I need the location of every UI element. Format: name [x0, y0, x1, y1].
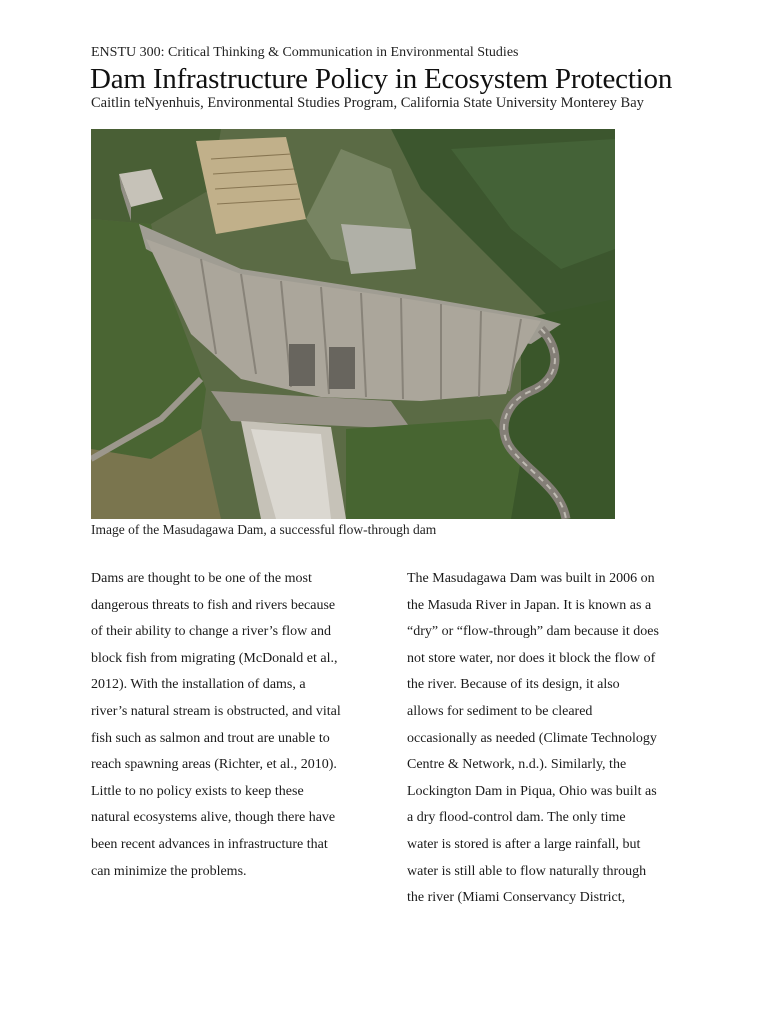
paragraph-line: Centre & Network, n.d.). Similarly, the: [407, 757, 627, 773]
paragraph-line: fish such as salmon and trout are unable to: [91, 730, 330, 746]
paragraph-line: the river (Miami Conservancy District,: [407, 890, 626, 906]
paragraph-line: Little to no policy exists to keep these: [91, 783, 304, 799]
paragraph-line: been recent advances in infrastructure that: [91, 836, 328, 852]
paragraph-line: can minimize the problems.: [91, 863, 247, 879]
paragraph-line: natural ecosystems alive, though there have: [91, 810, 336, 826]
paragraph-line: block fish from migrating (McDonald et al.,: [91, 650, 338, 666]
paragraph-line: river’s natural stream is obstructed, and vital: [91, 703, 341, 719]
paragraph-line: dangerous threats to fish and rivers because: [91, 597, 336, 613]
paragraph-line: not store water, nor does it block the flow of: [407, 650, 656, 666]
paragraph-line: allows for sediment to be cleared: [407, 703, 593, 719]
page-title: Dam Infrastructure Policy in Ecosystem Protection: [90, 63, 673, 95]
right-column: [407, 566, 697, 912]
paragraph-line: reach spawning areas (Richter, et al., 2010).: [91, 757, 337, 773]
author-line: Caitlin teNyenhuis, Environmental Studies Program, California State University Monterey Bay: [91, 95, 644, 111]
paragraph-line: Dams are thought to be one of the most: [91, 571, 312, 586]
paragraph-line: The Masudagawa Dam was built in 2006 on: [407, 571, 655, 586]
course-heading: ENSTU 300: Critical Thinking & Communication in Environmental Studies: [91, 45, 519, 60]
figure-caption: Image of the Masudagawa Dam, a successful flow-through dam: [91, 522, 437, 537]
paragraph-line: the river. Because of its design, it also: [407, 677, 620, 693]
paragraph-line: the Masuda River in Japan. It is known as a: [407, 597, 652, 613]
paragraph-line: water is still able to flow naturally through: [407, 863, 647, 879]
paragraph-line: “dry” or “flow-through” dam because it does: [407, 624, 659, 640]
paragraph-line: a dry flood-control dam. The only time: [407, 810, 626, 826]
paragraph-line: water is stored is after a large rainfall, but: [407, 836, 641, 852]
paragraph-line: 2012). With the installation of dams, a: [91, 677, 306, 693]
dam-photo: [91, 129, 615, 519]
paragraph-line: of their ability to change a river’s flow and: [91, 624, 331, 640]
paragraph-line: Lockington Dam in Piqua, Ohio was built as: [407, 783, 657, 799]
paragraph-line: occasionally as needed (Climate Technology: [407, 730, 657, 746]
left-column: [91, 566, 371, 885]
